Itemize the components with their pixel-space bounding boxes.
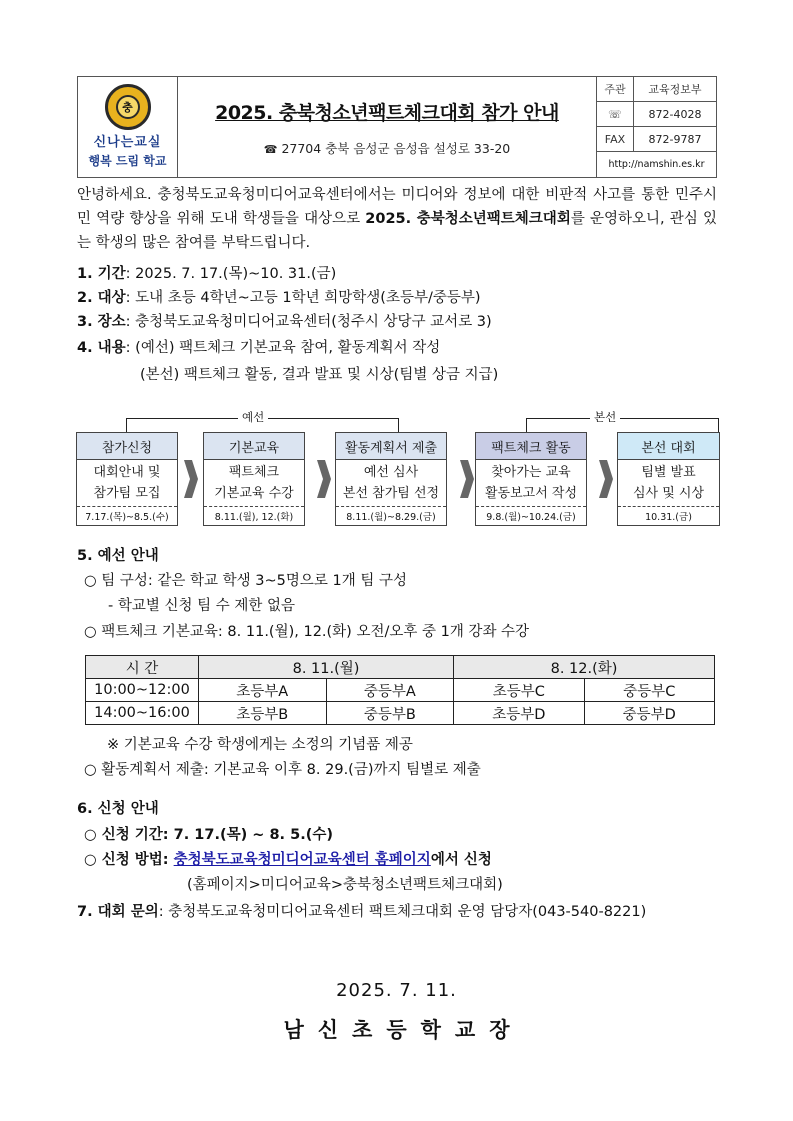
- step-body-line: 팀별 발표: [641, 465, 696, 480]
- website-row[interactable]: [597, 152, 716, 177]
- section5-team-sub: - 학교별 신청 팀 수 제한 없음: [108, 598, 295, 614]
- arrow-right-icon: [184, 460, 198, 498]
- flow-step-activity: [475, 432, 587, 526]
- logo-slogan-2: 행복 드림 학교: [88, 154, 167, 168]
- step-date: 8.11.(월)~8.29.(금): [346, 512, 436, 523]
- item-target-label: 2. 대상: [77, 290, 126, 306]
- step-date: 10.31.(금): [645, 512, 692, 523]
- step-date: 9.8.(월)~10.24.(금): [486, 512, 576, 523]
- step-head: 본선 대회: [618, 433, 719, 460]
- intro-event-name: 2025. 충북청소년팩트체크대회: [365, 211, 571, 227]
- step-date: 8.11.(월), 12.(화): [214, 512, 294, 523]
- step-body-line: 활동보고서 작성: [484, 486, 578, 501]
- issue-date: 2025. 7. 11.: [336, 980, 457, 1001]
- item-venue-text: : 충청북도교육청미디어교육센터(청주시 상당구 교서로 3): [125, 314, 492, 330]
- website-url[interactable]: http://namshin.es.kr: [608, 159, 705, 170]
- training-schedule-table: [85, 655, 715, 725]
- phone-icon: ☏: [597, 102, 634, 126]
- method-suffix: 에서 신청: [430, 852, 492, 868]
- col-day2: 8. 12.(화): [454, 656, 715, 679]
- table-cell: 초등부B: [199, 702, 327, 725]
- postal-icon: ☎: [263, 142, 278, 156]
- logo-slogan-1: 신나는교실: [93, 135, 162, 150]
- phone-row: [597, 102, 716, 127]
- address-text: 27704 충북 음성군 음성읍 설성로 33-20: [281, 140, 511, 156]
- item-venue-label: 3. 장소: [77, 314, 126, 330]
- item-period: [77, 262, 336, 286]
- table-cell: 초등부D: [454, 702, 584, 725]
- step-body-line: 기본교육 수강: [214, 486, 294, 501]
- col-time: 시 간: [86, 656, 199, 679]
- section5-team: ○ 팀 구성: 같은 학교 학생 3~5명으로 1개 팀 구성: [84, 573, 407, 589]
- method-prefix: ○ 신청 방법:: [84, 852, 174, 868]
- col-day1: 8. 11.(월): [199, 656, 454, 679]
- contact-info: [597, 77, 716, 177]
- school-address: [264, 139, 510, 157]
- intro-text-1: 안녕하세요. 충청북도교육청미디어교육센터에서는 미디어와 정보에 대한 비판적 사고를 통한 민주시민 역량 향상을 위해 도내 학생들을 대상으로: [77, 187, 717, 227]
- section7-text: : 충청북도교육청미디어교육센터 팩트체크대회 운영 담당자(043-540-8221): [158, 904, 647, 920]
- table-cell: 중등부D: [584, 702, 714, 725]
- section5-title-text: 5. 예선 안내: [77, 548, 159, 564]
- table-row: [86, 702, 715, 725]
- flow-step-final: [617, 432, 720, 526]
- table-cell: 중등부C: [584, 679, 714, 702]
- table-header-row: [86, 656, 715, 679]
- arrow-right-icon: [599, 460, 613, 498]
- table-row: [86, 679, 715, 702]
- fax-row: [597, 127, 716, 152]
- item-period-label: 1. 기간: [77, 266, 126, 282]
- intro-paragraph: [77, 183, 717, 255]
- process-flow-diagram: [76, 405, 722, 527]
- step-body-line: 본선 참가팀 선정: [342, 486, 440, 501]
- section5-title: [77, 544, 159, 568]
- table-cell: 14:00~16:00: [86, 702, 199, 725]
- principal-signature: 남신초등학교장: [283, 1018, 524, 1042]
- item-content-final: (본선) 팩트체크 활동, 결과 발표 및 시상(팀별 상금 지급): [140, 367, 499, 383]
- step-body-line: 참가팀 모집: [93, 486, 161, 501]
- section5-note: ※ 기본교육 수강 학생에게는 소정의 기념품 제공: [107, 737, 413, 753]
- item-target: [77, 286, 481, 310]
- item-target-text: : 도내 초등 4학년~고등 1학년 희망학생(초등부/중등부): [125, 290, 481, 306]
- fax-value: 872-9787: [648, 132, 702, 146]
- dept-value: 교육정보부: [648, 83, 702, 96]
- section7-label: 7. 대회 문의: [77, 904, 159, 920]
- section6-path: (홈페이지>미디어교육>충북청소년팩트체크대회): [187, 877, 503, 893]
- section5-plan: ○ 활동계획서 제출: 기본교육 이후 8. 29.(금)까지 팀별로 제출: [84, 762, 481, 778]
- document-header: [77, 76, 717, 178]
- step-head: 참가신청: [77, 433, 177, 460]
- table-cell: 초등부A: [199, 679, 327, 702]
- item-content: [77, 336, 440, 360]
- section6-method: [84, 848, 492, 872]
- prelim-label: 예선: [238, 409, 268, 425]
- step-body: [476, 460, 586, 507]
- step-body-line: 찾아가는 교육: [491, 465, 571, 480]
- final-label: 본선: [590, 409, 620, 425]
- step-head: 활동계획서 제출: [336, 433, 446, 460]
- item-content-text: : (예선) 팩트체크 기본교육 참여, 활동계획서 작성: [125, 340, 441, 356]
- table-cell: 중등부B: [326, 702, 454, 725]
- dept-label: 주관: [597, 77, 634, 101]
- section5-training: ○ 팩트체크 기본교육: 8. 11.(월), 12.(화) 오전/오후 중 1개 강좌 수강: [84, 624, 530, 640]
- step-head: 팩트체크 활동: [476, 433, 586, 460]
- section6-title-text: 6. 신청 안내: [77, 801, 159, 817]
- step-body: [618, 460, 719, 507]
- title-block: [178, 77, 597, 177]
- step-body-line: 예선 심사: [363, 465, 419, 480]
- arrow-right-icon: [317, 460, 331, 498]
- document-title: 2025. 충북청소년팩트체크대회 참가 안내: [215, 101, 559, 124]
- school-logo: [78, 77, 178, 177]
- step-date: 7.17.(목)~8.5.(수): [85, 512, 169, 523]
- item-content-label: 4. 내용: [77, 340, 126, 356]
- step-body-line: 대회안내 및: [93, 465, 161, 480]
- dept-row: [597, 77, 716, 102]
- school-emblem-icon: 충: [105, 84, 151, 130]
- media-center-homepage-link[interactable]: 충청북도교육청미디어교육센터 홈페이지: [173, 852, 431, 868]
- intro-text-2: 를 운영하오니, 관심 있는 학생의 많은 참여를 부탁드립니다.: [77, 211, 717, 251]
- flow-step-apply: [76, 432, 178, 526]
- step-head: 기본교육: [204, 433, 304, 460]
- step-body: [77, 460, 177, 507]
- step-body: [204, 460, 304, 507]
- item-venue: [77, 310, 492, 334]
- arrow-right-icon: [460, 460, 474, 498]
- table-cell: 10:00~12:00: [86, 679, 199, 702]
- flow-step-plan: [335, 432, 447, 526]
- section6-period: ○ 신청 기간: 7. 17.(목) ~ 8. 5.(수): [84, 827, 333, 843]
- item-period-text: : 2025. 7. 17.(목)~10. 31.(금): [125, 266, 337, 282]
- phone-value: 872-4028: [648, 107, 702, 121]
- step-body-line: 심사 및 시상: [632, 486, 705, 501]
- fax-label: FAX: [597, 127, 634, 151]
- section7-contact: [77, 900, 646, 924]
- table-cell: 중등부A: [326, 679, 454, 702]
- flow-step-training: [203, 432, 305, 526]
- section6-title: [77, 797, 159, 821]
- step-body-line: 팩트체크: [228, 465, 280, 480]
- step-body: [336, 460, 446, 507]
- table-cell: 초등부C: [454, 679, 584, 702]
